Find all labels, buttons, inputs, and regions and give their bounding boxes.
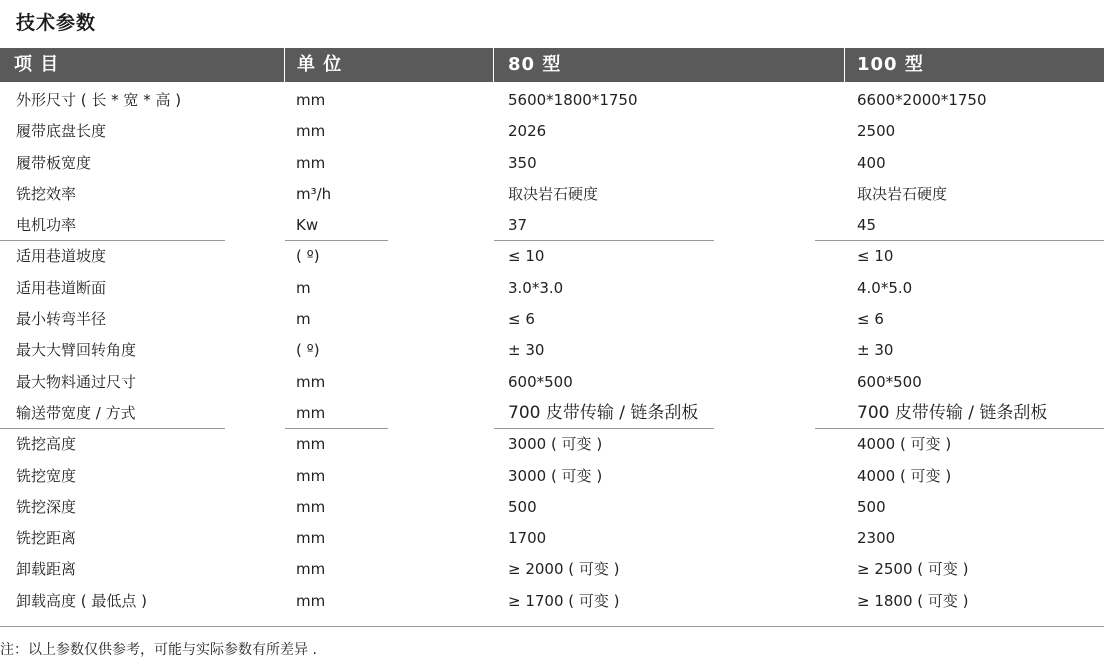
table-row (0, 523, 1104, 554)
row-value-100: 2300 (857, 529, 896, 548)
row-item-label: 卸载高度 ( 最低点 ) (16, 591, 148, 610)
row-value-100: ≤ 6 (857, 310, 884, 329)
row-value-100: 2500 (857, 122, 896, 141)
row-item-label: 铣挖深度 (16, 497, 77, 516)
row-value-80: ≤ 6 (508, 310, 535, 329)
row-unit: ( º) (296, 247, 320, 266)
row-value-80: 3000 ( 可变 ) (508, 466, 603, 485)
row-value-80: ± 30 (508, 341, 545, 360)
header-unit: 单 位 (285, 48, 493, 82)
row-value-100: 4.0*5.0 (857, 278, 913, 297)
row-value-100: ≤ 10 (857, 247, 894, 266)
table-row (0, 398, 1104, 429)
table-row (0, 429, 1104, 460)
row-item-label: 最大大臂回转角度 (16, 341, 137, 360)
row-item-label: 履带底盘长度 (16, 122, 107, 141)
row-item-label: 铣挖高度 (16, 435, 77, 454)
row-item-label: 输送带宽度 / 方式 (16, 403, 136, 422)
row-value-100: 取决岩石硬度 (857, 184, 948, 203)
row-value-80: 2026 (508, 122, 547, 141)
row-value-80: 3.0*3.0 (508, 278, 564, 297)
table-row (0, 554, 1104, 585)
row-item-label: 外形尺寸 ( 长 * 宽 * 高 ) (16, 91, 182, 109)
row-value-80: 取决岩石硬度 (508, 184, 599, 203)
row-unit: m (296, 310, 311, 329)
row-value-100: 400 (857, 153, 886, 172)
row-unit: mm (296, 122, 326, 141)
row-item-label: 电机功率 (16, 216, 77, 235)
row-value-80: ≥ 2000 ( 可变 ) (508, 560, 620, 579)
row-value-100: ± 30 (857, 341, 894, 360)
footnote: 注：以上参数仅供参考，可能与实际参数有所差异 . (0, 642, 317, 658)
table-row (0, 179, 1104, 210)
table-row (0, 492, 1104, 523)
page-title: 技术参数 (16, 12, 97, 34)
table-bottom-line (0, 626, 1104, 627)
table-row (0, 304, 1104, 335)
table-row (0, 85, 1104, 116)
header-item: 项 目 (0, 48, 284, 82)
table-row (0, 461, 1104, 492)
row-value-100: 700 皮带传输 / 链条刮板 (857, 402, 1048, 423)
row-unit: mm (296, 153, 326, 172)
row-value-80: 5600*1800*1750 (508, 91, 638, 109)
row-value-80: 1700 (508, 529, 547, 548)
row-item-label: 铣挖距离 (16, 529, 77, 548)
row-unit: Kw (296, 216, 319, 235)
table-row (0, 586, 1104, 617)
row-item-label: 履带板宽度 (16, 153, 92, 172)
table-row (0, 241, 1104, 272)
row-unit: mm (296, 372, 326, 391)
row-unit: mm (296, 560, 326, 579)
row-unit: ( º) (296, 341, 320, 360)
row-item-label: 铣挖效率 (16, 184, 77, 203)
row-value-80: 600*500 (508, 372, 573, 391)
table-row (0, 273, 1104, 304)
row-value-100: 45 (857, 216, 877, 235)
row-value-100: ≥ 1800 ( 可变 ) (857, 591, 969, 610)
row-value-100: 500 (857, 497, 886, 516)
row-unit: mm (296, 529, 326, 548)
row-value-80: ≤ 10 (508, 247, 545, 266)
row-item-label: 适用巷道坡度 (16, 247, 107, 266)
row-value-100: 600*500 (857, 372, 922, 391)
row-item-label: 适用巷道断面 (16, 278, 107, 297)
row-unit: mm (296, 403, 326, 422)
row-value-80: 37 (508, 216, 528, 235)
table-row (0, 116, 1104, 147)
row-value-100: 4000 ( 可变 ) (857, 466, 952, 485)
row-item-label: 卸载距离 (16, 560, 77, 579)
row-unit: mm (296, 91, 326, 109)
row-unit: mm (296, 591, 326, 610)
row-unit: mm (296, 466, 326, 485)
row-value-80: 350 (508, 153, 537, 172)
row-unit: m (296, 278, 311, 297)
row-value-100: ≥ 2500 ( 可变 ) (857, 560, 969, 579)
row-value-80: 3000 ( 可变 ) (508, 435, 603, 454)
table-row (0, 210, 1104, 241)
table-row (0, 148, 1104, 179)
row-item-label: 最大物料通过尺寸 (16, 372, 137, 391)
row-value-100: 4000 ( 可变 ) (857, 435, 952, 454)
row-unit: m³/h (296, 184, 332, 203)
table-header (0, 48, 1104, 82)
spec-table (0, 85, 1104, 617)
row-value-80: 500 (508, 497, 537, 516)
header-model-100: 100 型 (845, 48, 1104, 82)
row-unit: mm (296, 435, 326, 454)
row-item-label: 最小转弯半径 (16, 310, 107, 329)
header-model-80: 80 型 (494, 48, 844, 82)
row-unit: mm (296, 497, 326, 516)
row-item-label: 铣挖宽度 (16, 466, 77, 485)
table-row (0, 335, 1104, 366)
table-row (0, 367, 1104, 398)
row-value-80: 700 皮带传输 / 链条刮板 (508, 402, 699, 423)
row-value-100: 6600*2000*1750 (857, 91, 987, 109)
row-value-80: ≥ 1700 ( 可变 ) (508, 591, 620, 610)
